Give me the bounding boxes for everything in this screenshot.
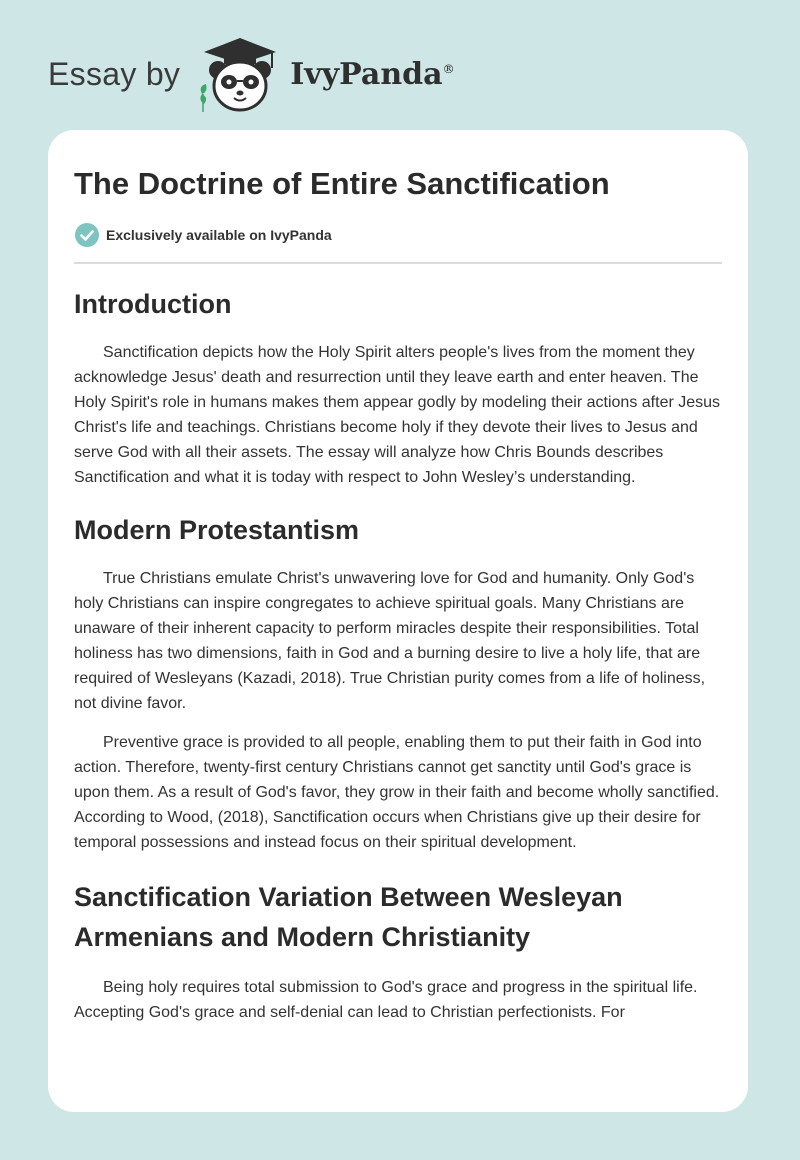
essay-card <box>48 130 748 1112</box>
section-heading: Sanctification Variation Between Wesleyan Armenians and Modern Christianity <box>74 882 623 952</box>
essay-title: The Doctrine of Entire Sanctification <box>74 166 610 201</box>
section-heading: Introduction <box>74 289 232 319</box>
brand-name[interactable]: IvyPanda® <box>290 56 455 92</box>
exclusive-badge <box>74 222 722 264</box>
panda-logo-icon[interactable] <box>194 34 286 114</box>
paragraph: True Christians emulate Christ's unwavering love for God and humanity. Only God's holy Christians can inspire congregates to achieve spiritual goals. Many Christians are unaware of their inherent capacity to perform miracles despite their responsibilities. Total holiness has two dimensions, faith in God and a burning desire to live a holy life, that are required of Wesleyans (Kazadi, 2018). True Christian purity comes from a life of holiness, not divine favor. <box>74 570 706 712</box>
essay-by-label: Essay by <box>48 55 181 92</box>
paragraph: Preventive grace is provided to all people, enabling them to put their faith in God into action. Therefore, twenty-first century Christians cannot get sanctity until God's grace is upon them. As a result of God's favor, they grow in their faith and become wholly sanctified. According to Wood, (2018), Sanctification occurs when Christians give up their desire for temporal possessions and instead focus on their spiritual development. <box>74 734 720 851</box>
exclusive-badge-text: Exclusively available on IvyPanda <box>106 227 332 243</box>
check-circle-icon <box>74 222 100 248</box>
section-heading: Modern Protestantism <box>74 515 360 545</box>
site-header <box>48 34 455 114</box>
paragraph: Being holy requires total submission to God's grace and progress in the spiritual life. Accepting God's grace and self-denial can lead to Christian perfectionists. For <box>74 979 698 1021</box>
paragraph: Sanctification depicts how the Holy Spirit alters people's lives from the moment they acknowledge Jesus' death and resurrection until they leave earth and enter heaven. The Holy Spirit's role in humans makes them appear godly by modeling their actions after Jesus Christ's life and teachings. Christians become holy if they devote their lives to Jesus and serve God with all their assets. The essay will analyze how Chris Bounds describes Sanctification and what it is today with respect to John Wesley’s understanding. <box>74 344 721 486</box>
